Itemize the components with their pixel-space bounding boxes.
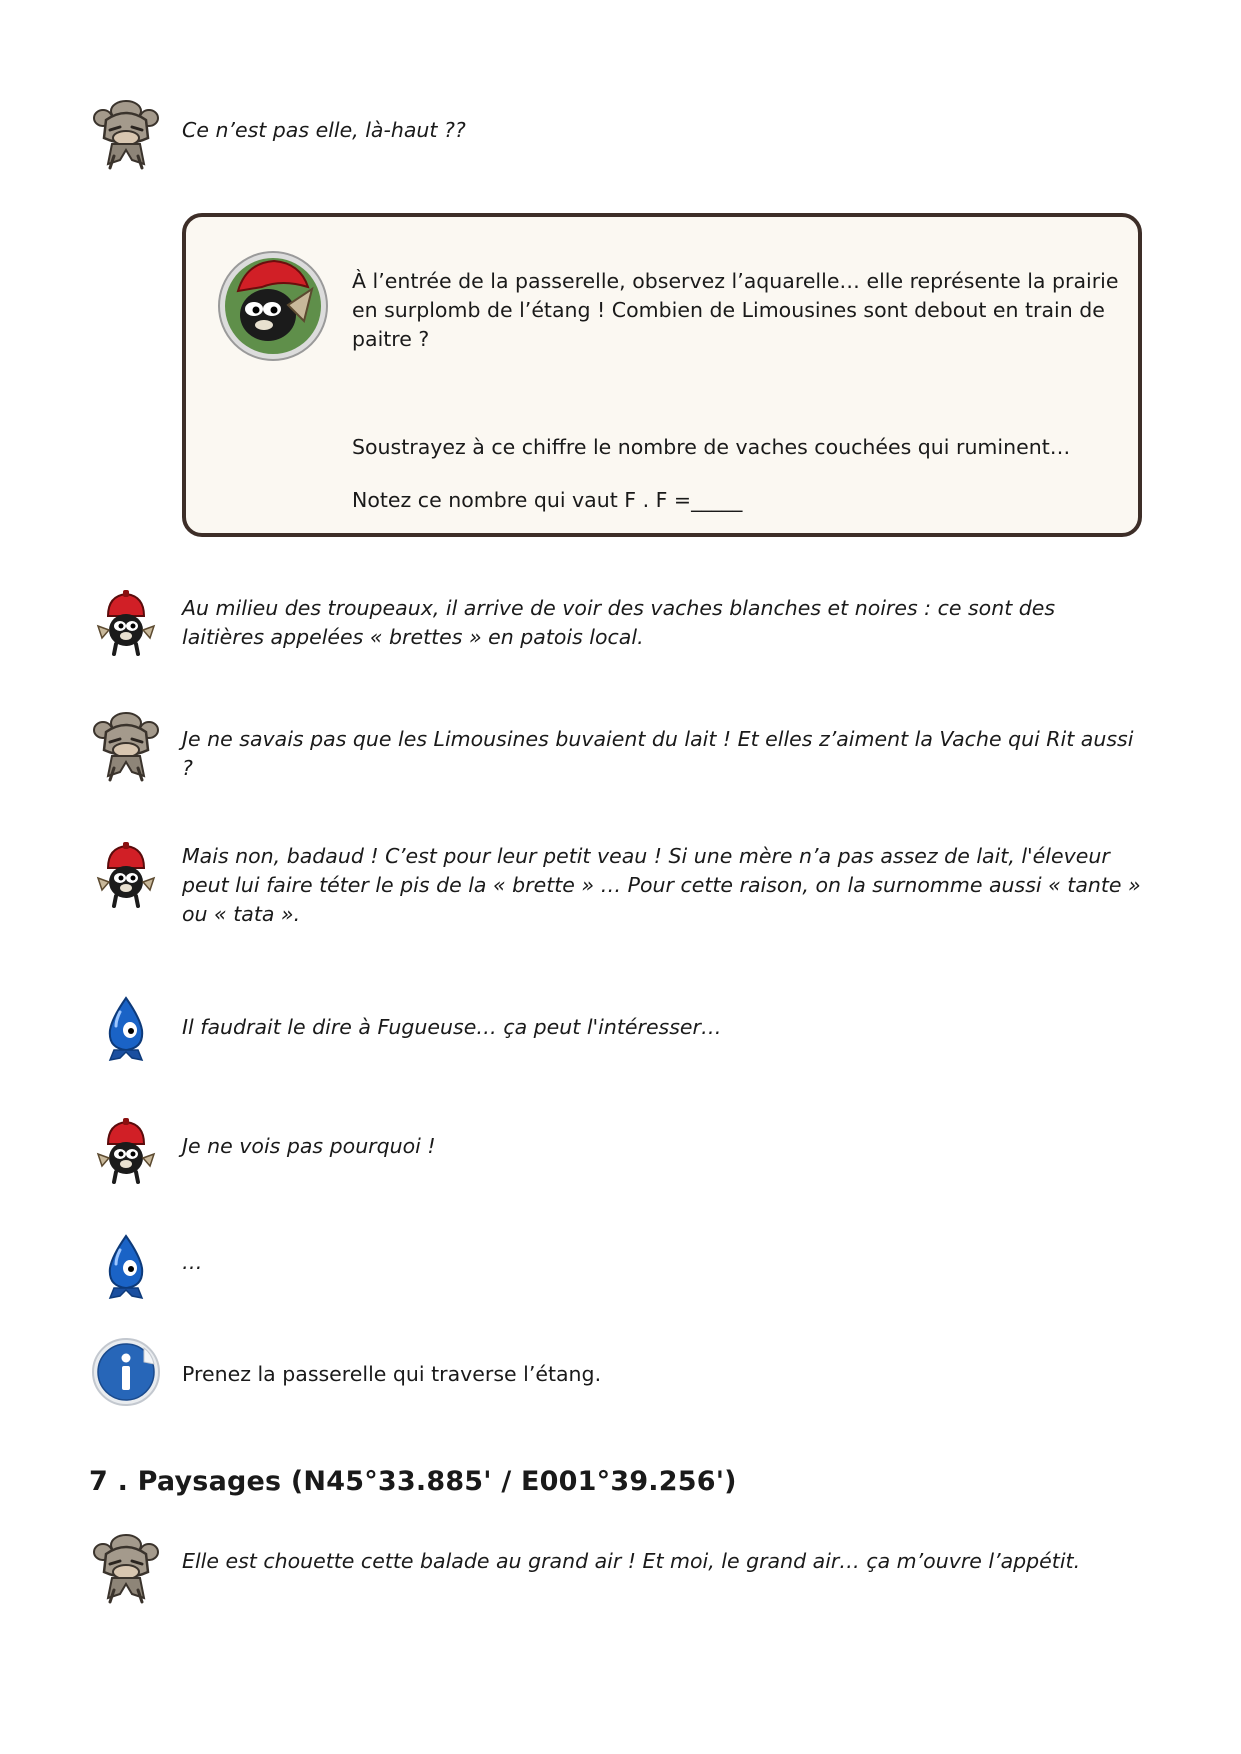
cow-chef-icon: [90, 1532, 162, 1604]
question-paragraph: Soustrayez à ce chiffre le nombre de vaches couchées qui ruminent…: [352, 435, 1071, 459]
dialogue-text: Ce n’est pas elle, là-haut ??: [182, 118, 466, 142]
section-heading: 7 . Paysages (N45°33.885' / E001°39.256'): [89, 1466, 737, 1497]
question-paragraph: À l’entrée de la passerelle, observez l’aquarelle… elle représente la prairie en surplomb de l’étang ! Combien de Limousines sont debout en train de paitre ?: [352, 269, 1119, 351]
red-hat-mole-badge-icon: [216, 249, 330, 363]
question-text: [352, 267, 1122, 515]
dialogue-text: Au milieu des troupeaux, il arrive de voir des vaches blanches et noires : ce sont des laitières appelées « brettes » en patois local.: [182, 596, 1056, 649]
cow-chef-icon: [90, 710, 162, 782]
question-box: [182, 213, 1142, 537]
dialogue-text: Il faudrait le dire à Fugueuse… ça peut l'intéresser…: [182, 1015, 722, 1039]
dialogue-text: Mais non, badaud ! C’est pour leur petit veau ! Si une mère n’a pas assez de lait, l'éleveur peut lui faire téter le pis de la « brette » … Pour cette raison, on la surnomme aussi « tante » ou « tata ».: [182, 844, 1141, 926]
water-drop-icon: [90, 994, 162, 1066]
cow-chef-icon: [90, 98, 162, 170]
dialogue-text: …: [182, 1250, 203, 1274]
red-hat-mole-icon: [90, 838, 162, 910]
water-drop-icon: [90, 1232, 162, 1304]
info-icon: [90, 1336, 162, 1408]
dialogue-text: Je ne vois pas pourquoi !: [182, 1134, 436, 1158]
dialogue-text: Elle est chouette cette balade au grand air ! Et moi, le grand air… ça m’ouvre l’appétit.: [182, 1549, 1081, 1573]
answer-field-f: Notez ce nombre qui vaut F . F =_____: [352, 488, 743, 512]
red-hat-mole-icon: [90, 586, 162, 658]
red-hat-mole-icon: [90, 1114, 162, 1186]
dialogue-text: Je ne savais pas que les Limousines buvaient du lait ! Et elles z’aiment la Vache qui Rit aussi ?: [182, 727, 1134, 780]
info-text: Prenez la passerelle qui traverse l’étang.: [182, 1362, 602, 1386]
